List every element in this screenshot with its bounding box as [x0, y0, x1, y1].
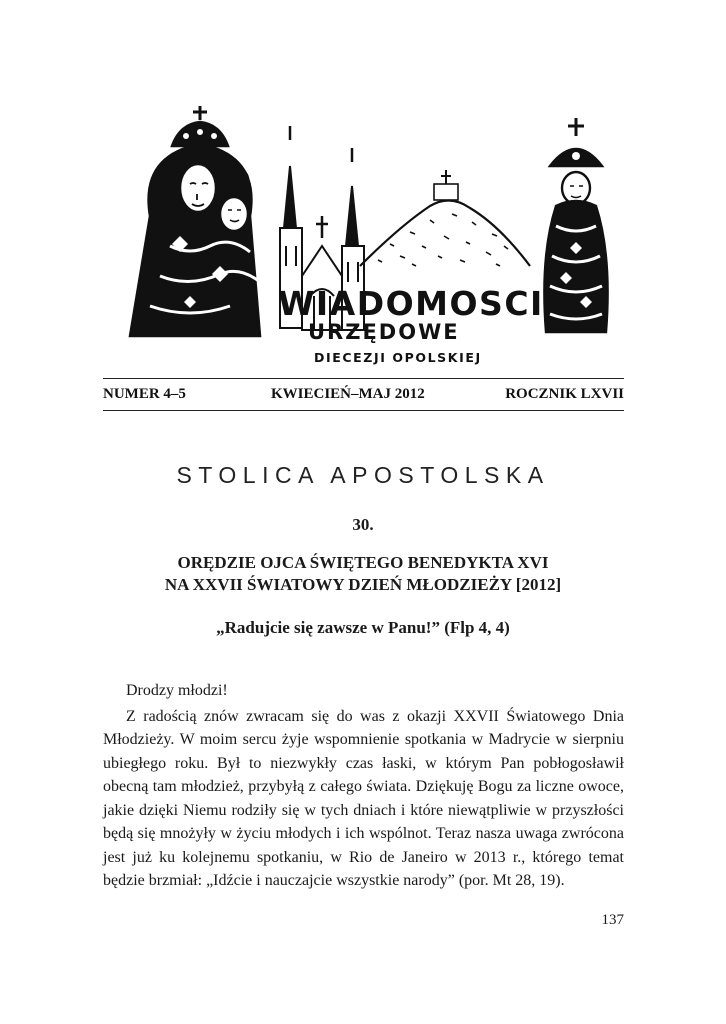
masthead-title: WIADOMOSCI — [278, 284, 544, 323]
madonna-icon — [130, 106, 260, 336]
document-motto: „Radujcie się zawsze w Panu!” (Flp 4, 4) — [216, 618, 510, 637]
document-title-line2: NA XXVII ŚWIATOWY DZIEŃ MŁODZIEŻY [2012] — [164, 575, 562, 594]
page-number: 137 — [601, 912, 624, 928]
section-heading: STOLICA APOSTOLSKA — [176, 462, 550, 488]
body-text — [103, 679, 624, 893]
issue-number: NUMER 4–5 — [103, 386, 186, 402]
hill-icon — [360, 170, 530, 266]
masthead — [100, 96, 628, 372]
issue-rule-bottom — [103, 410, 624, 411]
statue-icon — [544, 118, 607, 332]
paragraph: Z radością znów zwracam się do was z okazji XXVII Światowego Dnia Młodzieży. W moim sercu żyje wspomnienie spotkania w Madrycie w sierpniu ubiegłego roku. Był to niezwykły czas łaski, w którym Pan pobłogosławił obecną tam młodzież, przybyłą z całego świata. Dziękuję Bogu za liczne owoce, jakie dzięki Niemu rodziły się w tych dniach i które niewątpliwie w przyszłości będą się mnożyły w życiu młodych i ich wspólnot. Teraz nasza uwaga zwrócona jest już ku kolejnemu spotkaniu, w Rio de Janeiro w 2013 r., którego temat będzie brzmiał: „Idźcie i nauczajcie wszystkie narody” (por. Mt 28, 19). — [103, 707, 624, 889]
document-title — [80, 552, 646, 596]
document-number: 30. — [352, 515, 374, 534]
issue-volume: ROCZNIK LXVII — [505, 386, 624, 402]
salutation: Drodzy młodzi! — [126, 682, 228, 699]
document-title-line1: ORĘDZIE OJCA ŚWIĘTEGO BENEDYKTA XVI — [177, 553, 549, 572]
issue-rule-top — [103, 378, 624, 379]
masthead-diocese: DIECEZJI OPOLSKIEJ — [314, 350, 482, 365]
issue-date: KWIECIEŃ–MAJ 2012 — [271, 386, 425, 402]
masthead-subtitle: URZĘDOWE — [308, 320, 460, 344]
